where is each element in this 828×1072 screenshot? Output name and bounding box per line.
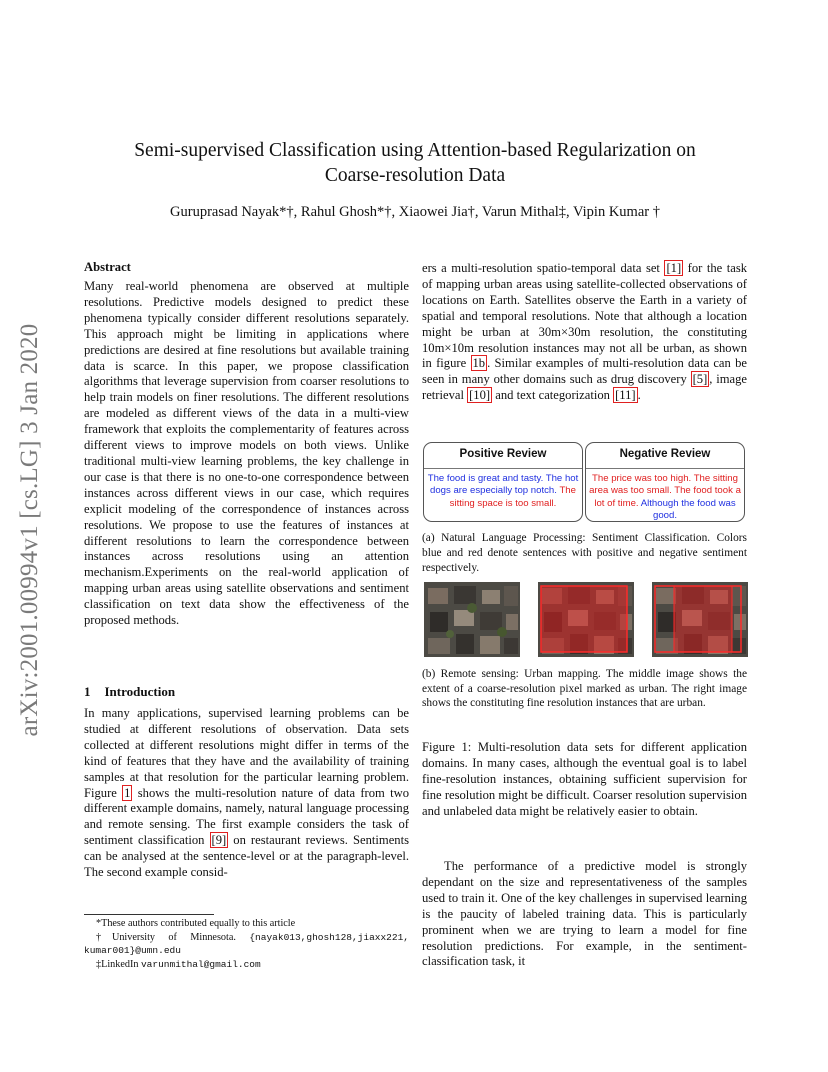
paper-title: Semi-supervised Classification using Attention-based Regularization on Coarse-resolution Data [134, 140, 696, 186]
figure-ref-link[interactable]: 1 [124, 785, 131, 800]
footnotes [84, 917, 409, 971]
introduction-text-continued: ers a multi-resolution spatio-temporal data set [1] for the task of mapping urban areas using satellite-collected observations of locations on Earth. Satellites observe the Earth in a variety of spatial and temporal resolutions. Note that although a location might be urban at 30m×30m resolution, the constituting 10m×10m resolution instances may not all be urban, as shown in figure 1b . Similar examples of multi-resolution data can be seen in many other domains such as drug discovery [5] , image retrieval [10] and text categorization [11] . [422, 261, 748, 403]
negative-review-text: The price was too high. The sitting area was too small. The food took a lot of time. Although the food was good. [589, 473, 741, 521]
negative-review-box [585, 442, 745, 522]
introduction-text: In many applications, supervised learning problems can be studied at different resolutions of observation. Data sets collected at different resolutions might differ in terms of the kind of features that they have and the availability of training samples at that resolution for the particular learning problem. Figure 1 shows the multi-resolution nature of data from two different example domains, namely, natural language processing and remote sensing. The first example considers the task of sentiment classification [9] on restaurant reviews. Sentiments can be analysed at the sentence-level or at the paragraph-level. The second example consid- [84, 706, 409, 880]
satellite-image-coarse-pixel [538, 582, 634, 657]
footnote-rule [84, 914, 214, 915]
negative-review-heading: Negative Review [586, 448, 744, 469]
satellite-image-original [424, 582, 520, 657]
footnote-equal-contribution: *These authors contributed equally to this article [96, 918, 296, 929]
footnote-linkedin: ‡LinkedIn varunmithal@gmail.com [96, 958, 261, 970]
figure-1-caption: Figure 1: Multi-resolution data sets for different application domains. In many cases, although the eventual goal is to label fine-resolution instances, obtaining sufficient supervision for fine resolution might be difficult. Coarser resolution supervision and unlabeled data might be relatively easier to obtain. [422, 740, 747, 818]
citation-link[interactable]: [9] [211, 833, 227, 848]
citation-link[interactable]: [11] [615, 388, 636, 403]
satellite-image-fine-instances [652, 582, 748, 657]
positive-review-text: The food is great and tasty. The hot dogs are especially top notch. The sitting space is too small. [427, 473, 579, 509]
positive-review-box [423, 442, 583, 522]
figure-caption-a: (a) Natural Language Processing: Sentiment Classification. Colors blue and red denote sentences with positive and negative sentiment respectively. [422, 532, 747, 574]
abstract-text: Many real-world phenomena are observed at multiple resolutions. Predictive models designed to predict these phenomena typically consider different resolutions separately. This approach might be limiting in applications where predictions are desired at fine resolutions but available training data is scarce. In this paper, we propose classification algorithms that leverage supervision from coarser resolutions to help train models on finer resolutions. The different resolutions are modeled as different views of the data in a multi-view framework that exploits the complementarity of features across different views to improve models on both views. Unlike traditional multi-view learning problems, the key challenge in our case is that there is no one-to-one correspondence between instances across different views in our case, which requires explicit modeling of the correspondence of instances across resolutions. We propose to use the features of instances at different resolutions to learn the correspondence between instances across resolutions using an attention mechanism.Experiments on the real-world application of mapping urban areas using satellite observations and sentiment classification on text data show the effectiveness of the proposed methods. [84, 279, 409, 628]
positive-review-heading: Positive Review [424, 448, 582, 469]
footnote-affiliation: †University of Minnesota. {nayak013,ghosh128,jiaxx221, kumar001}@umn.edu [84, 931, 409, 956]
citation-link[interactable]: [10] [469, 388, 491, 403]
citation-link[interactable]: [1] [666, 261, 682, 275]
paragraph-performance: The performance of a predictive model is strongly dependant on the size and representativeness of the samples used to train it. One of the key challenges in supervised learning is the paucity of labeled training data. This is particularly prominent when we are trying to learn a model for fine resolution predictions. For example, in the sentiment-classification task, it [422, 859, 747, 969]
abstract-heading: Abstract [84, 260, 131, 274]
section-heading-introduction: 1 Introduction [84, 684, 176, 699]
arxiv-identifier: arXiv:2001.00994v1 [cs.LG] 3 Jan 2020 [16, 323, 43, 737]
citation-link[interactable]: [5] [692, 372, 708, 387]
figure-ref-link[interactable]: 1b [472, 356, 486, 371]
author-list: Guruprasad Nayak*†, Rahul Ghosh*†, Xiaowei Jia†, Varun Mithal‡, Vipin Kumar † [170, 204, 660, 220]
figure-caption-b: (b) Remote sensing: Urban mapping. The middle image shows the extent of a coarse-resolution pixel marked as urban. The right image shows the constituting fine resolution instances that are urban. [422, 668, 747, 710]
